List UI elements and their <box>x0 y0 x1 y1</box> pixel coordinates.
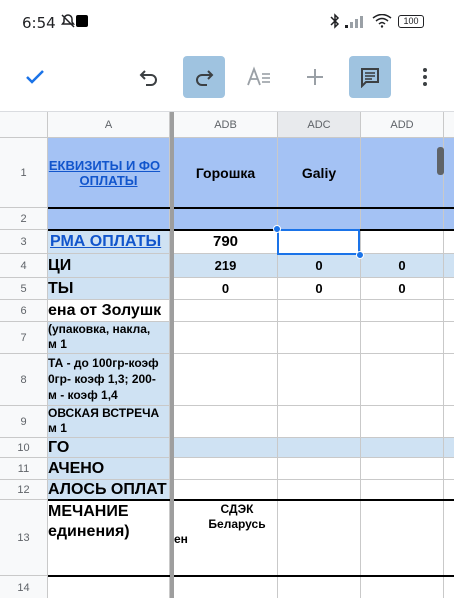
cell-add4[interactable]: 0 <box>361 254 444 278</box>
row-header-3[interactable]: 3 <box>0 230 48 254</box>
column-header-a[interactable]: A <box>48 112 170 138</box>
cell-a9-line2: м 1 <box>48 421 67 435</box>
cell-adb13-line2: Беларусь <box>208 517 266 531</box>
row-border-3 <box>48 229 454 231</box>
app-indicator-icon <box>76 15 88 27</box>
battery-level: 100 <box>403 16 419 26</box>
column-header-adc[interactable]: ADC <box>278 112 361 138</box>
redo-icon <box>193 66 215 88</box>
row-header-11[interactable]: 11 <box>0 458 48 480</box>
column-header-next[interactable] <box>444 112 454 138</box>
cell-a4[interactable]: ЦИ <box>48 254 170 278</box>
row-border-2 <box>48 207 454 209</box>
row-header-10[interactable]: 10 <box>0 438 48 458</box>
battery-icon <box>398 15 424 28</box>
cell-add13[interactable] <box>361 500 444 576</box>
row-border-14 <box>48 575 454 577</box>
cell-a7-line2: м 1 <box>48 337 67 351</box>
cell-add5[interactable]: 0 <box>361 278 444 300</box>
cell-adc7[interactable] <box>278 322 361 354</box>
cell-adc2[interactable] <box>278 208 361 230</box>
cell-add2[interactable] <box>361 208 444 230</box>
cell-a13-line2: единения) <box>48 523 130 540</box>
cell-ade1[interactable] <box>444 138 454 208</box>
selected-cell-range[interactable] <box>277 229 360 255</box>
check-icon <box>24 66 46 88</box>
frozen-column-divider[interactable] <box>170 112 174 598</box>
cell-adc9[interactable] <box>278 406 361 438</box>
cell-adb11[interactable] <box>174 458 278 480</box>
more-options-button[interactable] <box>405 56 445 98</box>
cell-adb7[interactable] <box>174 322 278 354</box>
row-header-9[interactable]: 9 <box>0 406 48 438</box>
notifications-off-icon <box>60 13 76 29</box>
cell-ade13[interactable] <box>444 500 454 576</box>
cell-adb13-line1: СДЭК <box>220 502 254 516</box>
row-header-8[interactable]: 8 <box>0 354 48 406</box>
cell-adb2[interactable] <box>174 208 278 230</box>
cell-a9[interactable] <box>48 406 170 438</box>
insert-button[interactable] <box>294 56 336 98</box>
cell-add14[interactable] <box>361 576 444 598</box>
row-border-13 <box>48 499 454 501</box>
payment-details-link[interactable]: ЕКВИЗИТЫ И ФО <box>48 157 161 173</box>
cell-adc8[interactable] <box>278 354 361 406</box>
cell-ade12[interactable] <box>444 480 454 500</box>
row-header-6[interactable]: 6 <box>0 300 48 322</box>
row-header-12[interactable]: 12 <box>0 480 48 500</box>
redo-button[interactable] <box>183 56 225 98</box>
cell-adb3[interactable]: 790 <box>174 230 278 254</box>
cell-ade14[interactable] <box>444 576 454 598</box>
comment-icon <box>359 66 381 88</box>
cell-a3[interactable]: РМА ОПЛАТЫ <box>48 230 170 254</box>
cell-adb14[interactable] <box>174 576 278 598</box>
row-header-5[interactable]: 5 <box>0 278 48 300</box>
cell-add3[interactable] <box>361 230 444 254</box>
cell-a8-line3: м - коэф 1,4 <box>48 388 118 402</box>
bluetooth-icon <box>330 13 340 32</box>
spreadsheet-grid[interactable] <box>0 112 454 598</box>
text-format-icon <box>246 66 272 88</box>
cell-add1[interactable] <box>361 138 444 208</box>
cell-adc14[interactable] <box>278 576 361 598</box>
cell-adb6[interactable] <box>174 300 278 322</box>
cell-add6[interactable] <box>361 300 444 322</box>
cell-a8-line1: ТА - до 100гр-коэф <box>48 356 159 370</box>
cell-ade10[interactable] <box>444 438 454 458</box>
cell-adc10[interactable] <box>278 438 361 458</box>
status-time: 6:54 <box>22 14 56 32</box>
cell-ade9[interactable] <box>444 406 454 438</box>
selection-handle-end[interactable] <box>356 251 364 259</box>
cell-add9[interactable] <box>361 406 444 438</box>
cell-adb9[interactable] <box>174 406 278 438</box>
cell-add11[interactable] <box>361 458 444 480</box>
row-header-7[interactable]: 7 <box>0 322 48 354</box>
cell-add8[interactable] <box>361 354 444 406</box>
cell-ade8[interactable] <box>444 354 454 406</box>
cell-ade7[interactable] <box>444 322 454 354</box>
cell-ade6[interactable] <box>444 300 454 322</box>
cell-add10[interactable] <box>361 438 444 458</box>
cell-adc11[interactable] <box>278 458 361 480</box>
cell-a13[interactable] <box>48 500 170 576</box>
undo-button[interactable] <box>128 56 170 98</box>
cell-a10[interactable]: ГО <box>48 438 170 458</box>
cell-a12[interactable]: АЛОСЬ ОПЛАТ <box>48 480 170 500</box>
row-header-13[interactable]: 13 <box>0 500 48 576</box>
undo-icon <box>138 66 160 88</box>
cell-a6[interactable]: ена от Золушк <box>48 300 170 322</box>
cell-a8-line2: 0гр- коэф 1,3; 200- <box>48 372 156 386</box>
row-header-1[interactable]: 1 <box>0 138 48 208</box>
text-format-button[interactable] <box>238 56 280 98</box>
payment-details-link-line2[interactable]: ОПЛАТЫ <box>79 172 138 188</box>
cell-ade2[interactable] <box>444 208 454 230</box>
row-header-2[interactable]: 2 <box>0 208 48 230</box>
cell-a2[interactable] <box>48 208 170 230</box>
row-header-4[interactable]: 4 <box>0 254 48 278</box>
cell-adc6[interactable] <box>278 300 361 322</box>
cell-adc13[interactable] <box>278 500 361 576</box>
plus-icon <box>304 66 326 88</box>
confirm-button[interactable] <box>14 56 56 98</box>
cell-a1[interactable] <box>48 138 170 208</box>
cell-adc5[interactable]: 0 <box>278 278 361 300</box>
cell-adb4[interactable]: 219 <box>174 254 278 278</box>
cell-adb8[interactable] <box>174 354 278 406</box>
row-header-14[interactable]: 14 <box>0 576 48 598</box>
cell-a13-line1: МЕЧАНИЕ <box>48 503 129 520</box>
cell-ade3[interactable] <box>444 230 454 254</box>
cell-adc4[interactable]: 0 <box>278 254 361 278</box>
edit-toolbar <box>0 46 454 112</box>
signal-icon <box>345 15 365 31</box>
cell-adc1[interactable]: Galiy <box>278 138 361 208</box>
column-header-adb[interactable]: ADB <box>174 112 278 138</box>
cell-a5[interactable]: ТЫ <box>48 278 170 300</box>
more-vert-icon <box>422 67 428 87</box>
cell-ade11[interactable] <box>444 458 454 480</box>
cell-adb13[interactable] <box>174 500 278 576</box>
cell-adc12[interactable] <box>278 480 361 500</box>
status-bar <box>0 0 454 46</box>
selection-handle-start[interactable] <box>273 225 281 233</box>
cell-adb12[interactable] <box>174 480 278 500</box>
cell-add12[interactable] <box>361 480 444 500</box>
wifi-icon <box>372 14 392 31</box>
cell-a11[interactable]: АЧЕНО <box>48 458 170 480</box>
cell-a8[interactable] <box>48 354 170 406</box>
select-all-corner[interactable] <box>0 112 48 138</box>
horizontal-scroll-handle[interactable] <box>437 147 444 175</box>
comment-button[interactable] <box>349 56 391 98</box>
cell-ade5[interactable] <box>444 278 454 300</box>
cell-a7[interactable] <box>48 322 170 354</box>
cell-ade4[interactable] <box>444 254 454 278</box>
cell-adb13-overflow: ен <box>174 532 188 546</box>
cell-adb5[interactable]: 0 <box>174 278 278 300</box>
cell-a7-line1: (упаковка, накла, <box>48 322 151 336</box>
cell-add7[interactable] <box>361 322 444 354</box>
column-header-add[interactable]: ADD <box>361 112 444 138</box>
cell-adb1[interactable]: Горошка <box>174 138 278 208</box>
cell-adb10[interactable] <box>174 438 278 458</box>
cell-a9-line1: ОВСКАЯ ВСТРЕЧА <box>48 406 160 420</box>
cell-a14[interactable] <box>48 576 170 598</box>
